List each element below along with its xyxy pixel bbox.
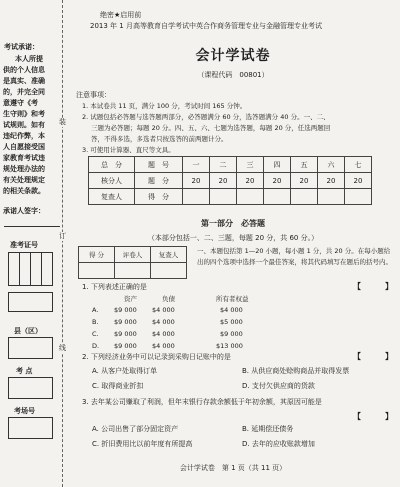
option-cell: $9 000 (114, 330, 137, 338)
county-label: 县（区） (14, 327, 42, 335)
score-header-cell: 总 分 (89, 157, 135, 173)
exam-number-field[interactable] (8, 252, 52, 286)
got-score-label: 得 分 (135, 189, 183, 205)
score-cell: 20 (237, 173, 264, 189)
score-blank[interactable] (183, 189, 210, 205)
score-cell: 20 (264, 173, 291, 189)
pledge-line: 试规则。如有 (3, 121, 45, 129)
option-cell: C. (92, 330, 99, 338)
option-cell: $9 000 (114, 306, 137, 314)
question-1-stem: 1. 下列表述正确的是 (82, 283, 147, 291)
option-cell: $4 000 (152, 330, 175, 338)
grader-header-cell: 复查人 (151, 247, 187, 263)
option-cell: $5 000 (220, 318, 243, 326)
score-header-cell: 四 (264, 157, 291, 173)
rechecker-label: 复查人 (89, 189, 135, 205)
exam-number-label: 准考证号 (10, 241, 38, 249)
question-2-stem: 2. 下列经济业务中可以记录到采购日记账中的是 (82, 353, 231, 361)
exam-notes (82, 101, 392, 156)
grader-header-cell: 评卷人 (115, 247, 151, 263)
page-footer: 会计学试卷 第 1 页（共 11 页） (179, 464, 287, 472)
note-line: 答，不得多选，多选者只按选答的前两题计分。 (91, 135, 228, 143)
question-2-option-d[interactable]: D. 支付欠供应商的货款 (242, 382, 315, 390)
note-line: 3. 可使用计算器、直尺等文具。 (82, 146, 175, 154)
option-cell: $13 000 (216, 342, 243, 350)
pledge-line: 的相关条款。 (3, 187, 45, 195)
question-3-option-b[interactable]: B. 延期偿还债务 (242, 425, 294, 433)
option-cell: $4 000 (152, 342, 175, 350)
question-1-options (92, 292, 262, 352)
page-title: 会计学试卷 (195, 48, 271, 64)
question-2-option-b[interactable]: B. 从供应商处赊购商品并取得发票 (242, 367, 350, 375)
pledge-line: 违纪作弊，本 (3, 132, 45, 140)
note-line: 2. 试题包括必答题与选答题两部分，必答题满分 60 分，选答题满分 40 分。一、二、 (82, 113, 330, 121)
score-header-cell: 一 (183, 157, 210, 173)
pledge-line: 有关处理规定 (3, 176, 45, 184)
note-line: 1. 本试卷共 11 页，满分 100 分，考试时间 165 分钟。 (82, 102, 247, 110)
question-3-option-d[interactable]: D. 去年的应收账款增加 (242, 440, 315, 448)
question-2-option-a[interactable]: A. 从客户处取得订单 (92, 367, 158, 375)
score-cell: 核分人 (89, 173, 135, 189)
question-1-answer-bracket[interactable]: 【 】 (353, 282, 393, 291)
grader-blank[interactable] (151, 263, 187, 279)
option-cell: A. (92, 306, 99, 314)
option-cell: $9 000 (220, 330, 243, 338)
question-3-option-a[interactable]: A. 公司出售了部分固定资产 (92, 425, 179, 433)
option-cell: 资产 (124, 294, 137, 303)
exam-room-field[interactable] (8, 417, 53, 439)
question-3-answer-bracket[interactable]: 【 】 (353, 412, 393, 421)
exam-site-label: 考 点 (16, 367, 33, 375)
score-cell: 题 分 (135, 173, 183, 189)
score-blank[interactable] (318, 189, 345, 205)
signature-field[interactable] (4, 226, 60, 227)
exam-room-label: 考场号 (14, 407, 35, 415)
question-2-answer-bracket[interactable]: 【 】 (353, 352, 393, 361)
score-blank[interactable] (237, 189, 264, 205)
score-cell: 20 (318, 173, 345, 189)
county-field[interactable] (8, 337, 53, 359)
note-line: 三题为必答题；每题 20 分。四、五、六、七题为选答题，每题 20 分，任选两题回 (91, 124, 331, 132)
option-cell: $4 000 (152, 318, 175, 326)
score-header-cell: 五 (291, 157, 318, 173)
pledge-line: 是真实、准确 (3, 77, 45, 85)
score-header-cell: 二 (210, 157, 237, 173)
part-subtitle: （本部分包括一、二、三题，每题 20 分，共 60 分。） (147, 234, 319, 242)
score-cell: 20 (291, 173, 318, 189)
grader-table (78, 246, 187, 279)
exam-number-extra-field[interactable] (8, 292, 53, 312)
score-header-cell: 七 (345, 157, 372, 173)
pledge-line: 本人所提 (15, 55, 43, 63)
score-cell: 20 (183, 173, 210, 189)
binding-margin (0, 0, 70, 487)
notice-title: 考试承诺： (4, 43, 39, 51)
score-cell: 20 (345, 173, 372, 189)
option-cell: $9 000 (114, 318, 137, 326)
pledge-line: 意遵守《考 (3, 99, 38, 107)
pledge-line: 的，并完全同 (3, 88, 45, 96)
option-row[interactable] (92, 304, 262, 316)
signature-label: 承诺人签字： (3, 207, 45, 215)
grader-blank[interactable] (115, 263, 151, 279)
option-cell: $9 000 (114, 342, 137, 350)
pledge-line: 生守则》和考 (3, 110, 45, 118)
notes-heading: 注意事项： (76, 91, 111, 99)
exam-content (72, 0, 394, 487)
score-blank[interactable] (345, 189, 372, 205)
question-3-option-c[interactable]: C. 折旧费用比以前年度有所提高 (92, 440, 193, 448)
part-title: 第一部分 必答题 (201, 219, 265, 228)
question-2-option-c[interactable]: C. 取得商业折扣 (92, 382, 144, 390)
option-cell: $4 000 (220, 306, 243, 314)
score-cell: 20 (210, 173, 237, 189)
score-header-cell: 三 (237, 157, 264, 173)
grader-blank[interactable] (79, 263, 115, 279)
option-cell: $4 000 (152, 306, 175, 314)
cut-mark: 订 (59, 232, 66, 240)
pledge-line: 规处理办法的 (3, 165, 45, 173)
exam-session-line: 2013 年 1 月高等教育自学考试中英合作商务管理专业与金融管理专业考试 (90, 22, 322, 30)
score-header-cell: 题 号 (135, 157, 183, 173)
cut-mark: 装 (59, 118, 66, 126)
score-table (88, 156, 372, 205)
grader-header-cell: 得 分 (79, 247, 115, 263)
score-blank[interactable] (210, 189, 237, 205)
question-3-stem: 3. 去年某公司赚取了利润，但年末银行存款余额低于年初余额，其原因可能是 (82, 398, 322, 406)
option-cell: 所有者权益 (216, 294, 249, 303)
option-row[interactable] (92, 340, 262, 352)
option-cell: B. (92, 318, 99, 326)
option-row[interactable] (92, 328, 262, 340)
score-blank[interactable] (264, 189, 291, 205)
candidate-pledge (3, 54, 55, 197)
option-table-header (92, 292, 262, 304)
section-description: 一、本题包括第 1—20 小题，每小题 1 分，共 20 分。在每小题给出的四个选项中选择一个最佳答案，将其代码填写在题后的括号内。 (197, 247, 392, 266)
score-header-cell: 六 (318, 157, 345, 173)
pledge-line: 家教育考试违 (3, 154, 45, 162)
option-cell: D. (92, 342, 100, 350)
secret-mark: 绝密★启用前 (100, 11, 142, 19)
score-blank[interactable] (291, 189, 318, 205)
option-cell: 负债 (162, 294, 175, 303)
exam-site-field[interactable] (8, 377, 53, 399)
pledge-line: 人自愿接受国 (3, 143, 45, 151)
option-row[interactable] (92, 316, 262, 328)
course-code: （课程代码 00801） (197, 71, 269, 79)
binding-cut-line (62, 0, 63, 487)
cut-mark: 线 (59, 344, 66, 352)
pledge-line: 供的个人信息 (3, 66, 45, 74)
